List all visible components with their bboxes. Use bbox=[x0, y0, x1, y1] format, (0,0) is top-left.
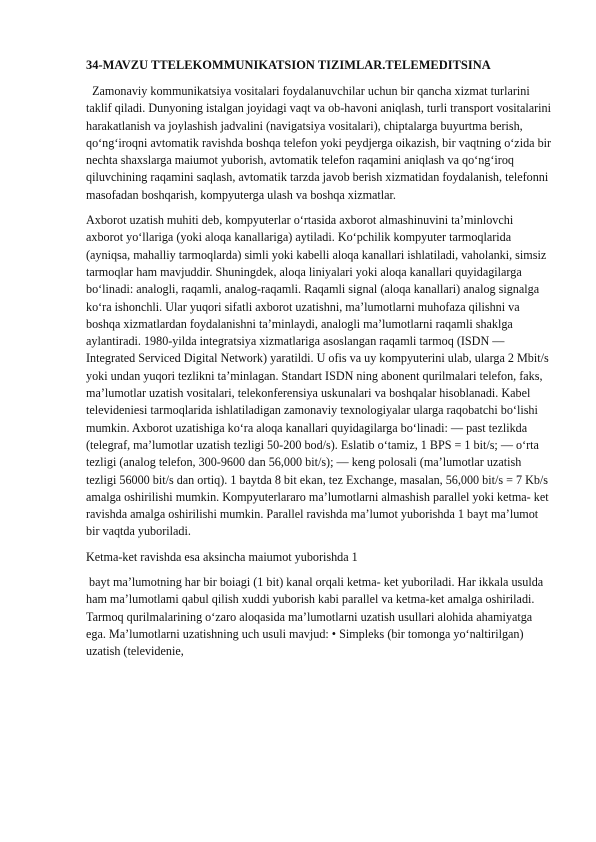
paragraph-serial-transmission: Ketma-ket ravishda esa aksincha maiumot yuborishda 1 bbox=[86, 549, 358, 564]
document-body bbox=[86, 56, 555, 669]
paragraph-transmission-methods: bayt ma’lumotning har bir boiagi (1 bit) kanal orqali ketma- ket yuboriladi. Har ikkala usulda ham ma’lumotlami qabul qilish xuddi yuborish kabi parallel va ketma-ket amalga oshiriladi. Tarmoq qurilmalarining o‘zaro aloqasida ma’lumotlarni uzatish usullari alohida ahamiyatga ega. Ma’lumotlarni uzatishning uch usuli mavjud: • Simpleks (bir tomonga yo‘naltirilgan) uzatish (televidenie, bbox=[86, 575, 547, 659]
paragraph-communication-services: Zamonaviy kommunikatsiya vositalari foydalanuvchilar uchun bir qancha xizmat turlarini taklif qiladi. Dunyoning istalgan joyidagi vaqt va ob-havoni aniqlash, turli transport vositalarini harakatlanish va joylashish jadvalini (navigatsiya vositalari), chiptalarga buyurtma berish, qo‘ng‘iroqni avtomatik ravishda boshqa telefon yoki peydjerga oikazish, bir vaqtning o‘zida bir nechta shaxslarga maiumot yuborish, avtomatik telefon raqamini aniqlash va qo‘ng‘iroq qiluvchining raqamini saqlash, avtomatik tarzda javob berish xizmatidan foydalanish, telefonni masofadan boshqarish, kompyuterga ulash va boshqa xizmatlar. bbox=[86, 84, 555, 202]
document-title: 34-MAVZU TTELEKOMMUNIKATSION TIZIMLAR.TELEMEDITSINA bbox=[86, 58, 491, 72]
paragraph-transmission-medium: Axborot uzatish muhiti deb, kompyuterlar o‘rtasida axborot almashinuvini ta’minlovchi axborot yo‘llariga (yoki aloqa kanallariga) aytiladi. Ko‘pchilik kompyuter tarmoqlarida (ayniqsa, mahalliy tarmoqlarda) simli yoki kabelli aloqa kanallari ishlatiladi, vaholanki, simsiz tarmoqlar ham mavjuddir. Shuningdek, aloqa liniyalari yoki aloqa kanallari quyidagilarga bo‘linadi: analogli, raqamli, analog-raqamli. Raqamli signal (aloqa kanallari) analog signalga ko‘ra ishonchli. Ular yuqori sifatli axborot uzatishni, ma’lumotlarni muhofaza qilishni va boshqa xizmatlardan foydalanishni ta’minlaydi, analogli ma’lumotlarni raqamli shaklga aylantiradi. 1980-yilda integratsiya xizmatlariga asoslangan raqamli tarmoq (ISDN — Integrated Serviced Digital Network) yaratildi. U ofis va uy kompyuterini ulab, ularga 2 Mbit/s yoki undan yuqori tezlikni ta’minlagan. Standart ISDN ning abonent qurilmalari telefon, faks, ma’lumotlar uzatish vositalari, telekonferensiya uskunalari va boshqalar hisoblanadi. Kabel televideniesi tarmoqlarida ishlatiladigan zamonaviy texnologiyalar ularga raqobatchi bo‘lishi mumkin. Axborot uzatishiga ko‘ra aloqa kanallari quyidagilarga bo‘linadi: — past tezlikda (telegraf, ma’lumotlar uzatish tezligi 50-200 bod/s). Eslatib o‘tamiz, 1 BPS = 1 bit/s; — o‘rta tezligi (analog telefon, 300-9600 dan 56,000 bit/s); — keng polosali (ma’lumotlar uzatish tezligi 56000 bit/s dan ortiq). 1 baytda 8 bit ekan, tez Exchange, masalan, 56,000 bit/s = 7 Kb/s amalga oshirilishi mumkin. Kompyuterlararo ma’lumotlarni almashish parallel yoki ketma- ket ravishda amalga oshirilishi mumkin. Parallel ravishda ma’lumot yuborishda 1 bayt ma’lumot bir vaqtda yuboriladi. bbox=[86, 213, 549, 539]
